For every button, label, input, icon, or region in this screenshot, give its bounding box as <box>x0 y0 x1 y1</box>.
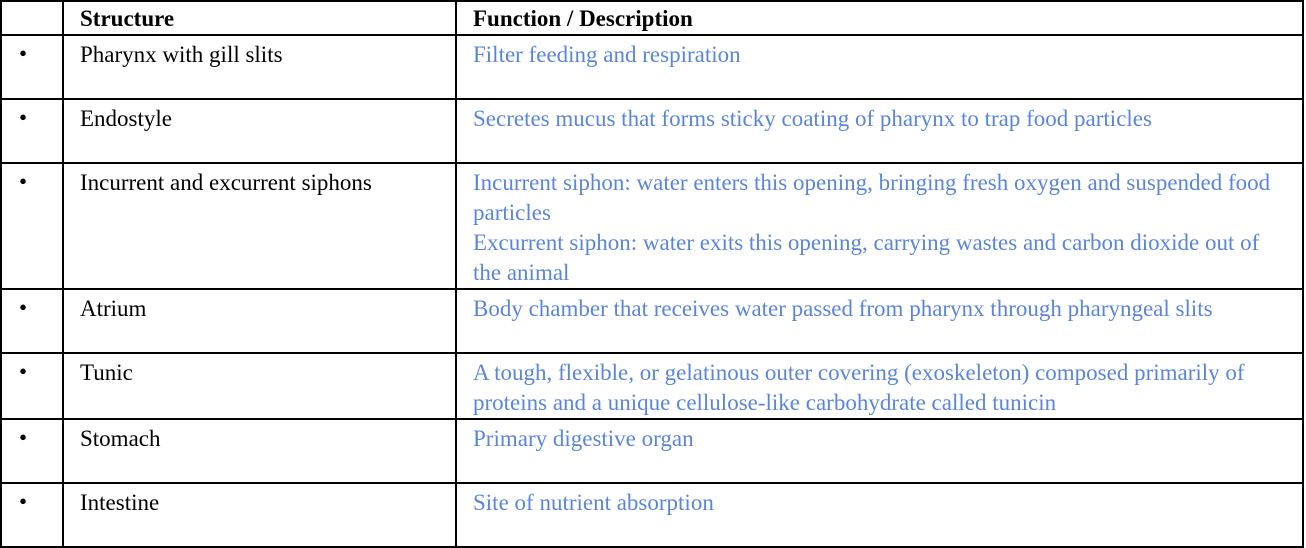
header-bullet-cell <box>1 1 63 35</box>
bullet-cell <box>1 483 63 547</box>
bullet-cell <box>1 99 63 163</box>
table-row <box>1 353 1303 419</box>
table-header-row <box>1 1 1303 35</box>
table-row <box>1 483 1303 547</box>
table-row <box>1 163 1303 289</box>
function-text: Incurrent siphon: water enters this opening, bringing fresh oxygen and suspended food particles <box>473 170 1271 225</box>
structure-cell: Atrium <box>63 289 456 353</box>
bullet-icon: • <box>18 105 28 130</box>
function-cell <box>456 163 1303 289</box>
header-structure: Structure <box>63 1 456 35</box>
bullet-cell <box>1 163 63 289</box>
table-row <box>1 99 1303 163</box>
table-row <box>1 419 1303 483</box>
bullet-cell <box>1 419 63 483</box>
function-cell <box>456 35 1303 99</box>
structure-cell: Pharynx with gill slits <box>63 35 456 99</box>
function-text: Body chamber that receives water passed from pharynx through pharyngeal slits <box>473 296 1213 321</box>
function-cell <box>456 99 1303 163</box>
function-text: Filter feeding and respiration <box>473 42 741 67</box>
bullet-icon: • <box>18 169 28 194</box>
function-cell <box>456 353 1303 419</box>
bullet-cell <box>1 35 63 99</box>
bullet-icon: • <box>18 295 28 320</box>
structure-cell: Tunic <box>63 353 456 419</box>
bullet-icon: • <box>18 489 28 514</box>
function-text: Secretes mucus that forms sticky coating of pharynx to trap food particles <box>473 106 1152 131</box>
function-cell <box>456 289 1303 353</box>
table-row <box>1 289 1303 353</box>
function-text: Site of nutrient absorption <box>473 490 714 515</box>
structure-cell: Endostyle <box>63 99 456 163</box>
function-text: Excurrent siphon: water exits this opening, carrying wastes and carbon dioxide out of the animal <box>473 230 1260 285</box>
bullet-cell <box>1 289 63 353</box>
function-text: Primary digestive organ <box>473 426 694 451</box>
bullet-icon: • <box>18 41 28 66</box>
structure-cell: Intestine <box>63 483 456 547</box>
bullet-icon: • <box>18 425 28 450</box>
structure-cell: Incurrent and excurrent siphons <box>63 163 456 289</box>
function-text: A tough, flexible, or gelatinous outer covering (exoskeleton) composed primarily of proteins and a unique cellulose-like carbohydrate called tunicin <box>473 360 1245 415</box>
function-cell <box>456 419 1303 483</box>
function-cell <box>456 483 1303 547</box>
header-function: Function / Description <box>456 1 1303 35</box>
table-row <box>1 35 1303 99</box>
bullet-icon: • <box>18 359 28 384</box>
structure-cell: Stomach <box>63 419 456 483</box>
bullet-cell <box>1 353 63 419</box>
